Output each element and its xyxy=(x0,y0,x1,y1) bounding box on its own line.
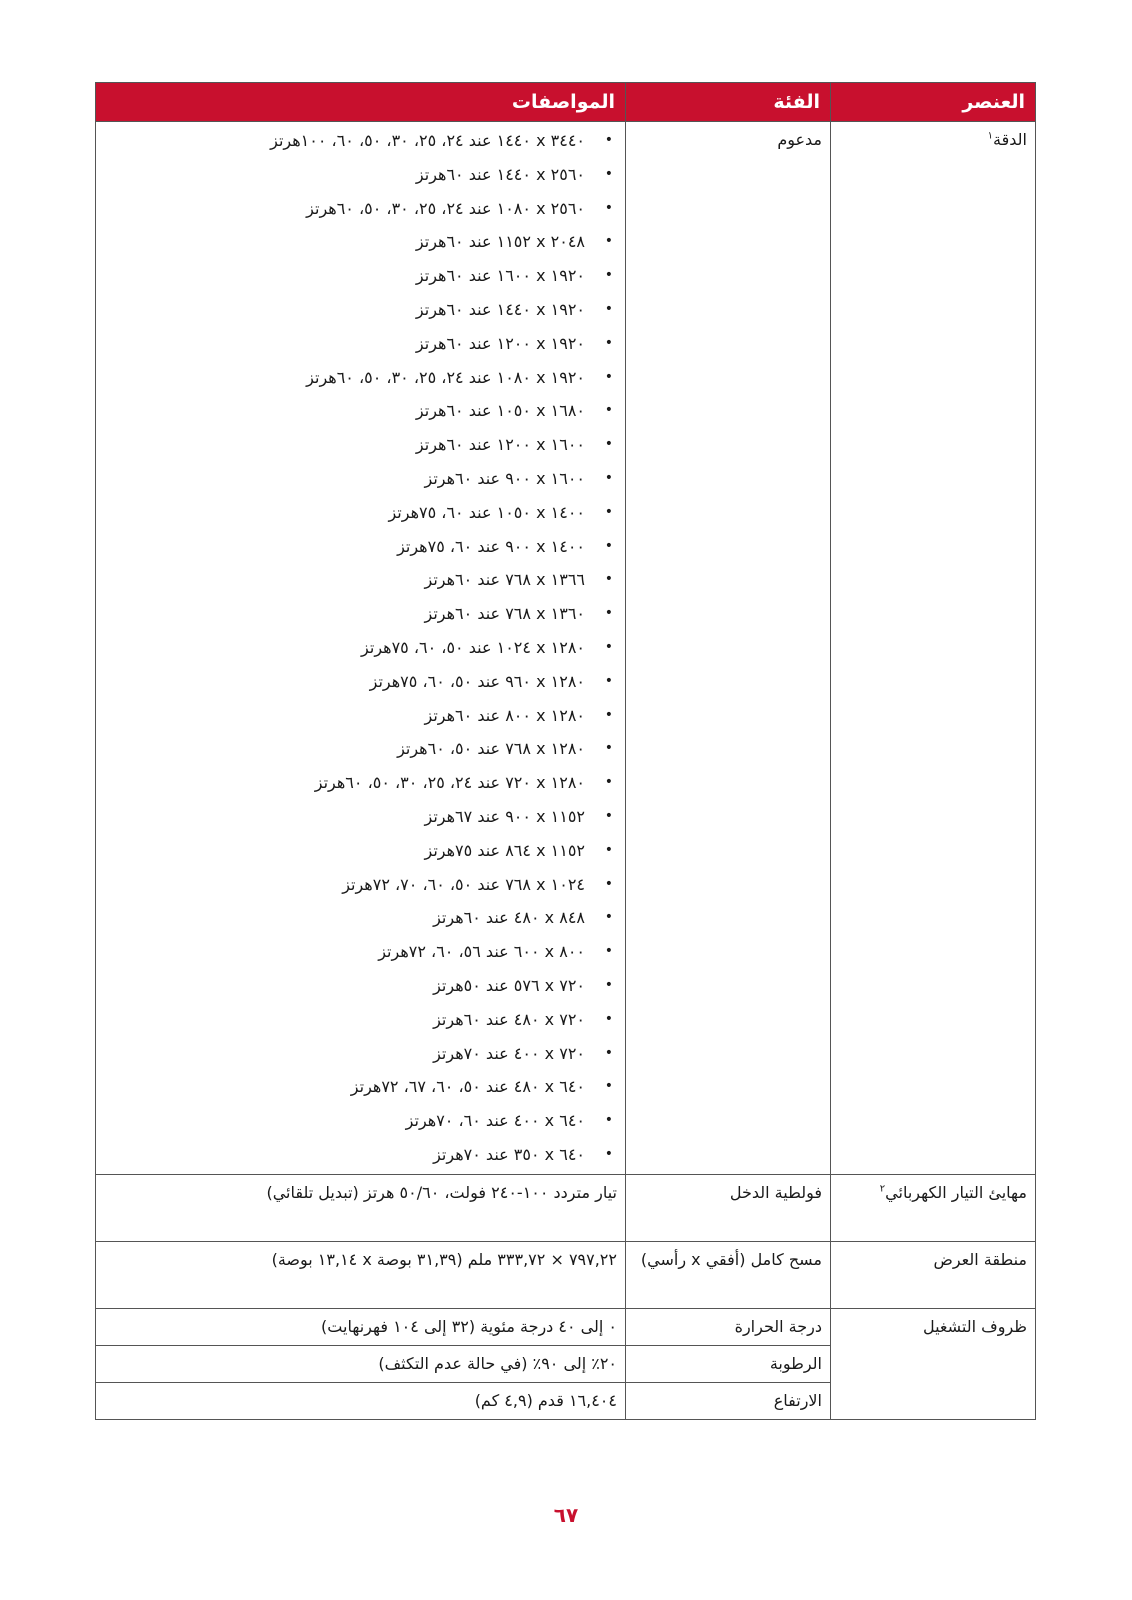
list-item: • ٨٤٨ x ٤٨٠ عند ٦٠هرتز xyxy=(100,901,617,935)
list-item: • ١٩٢٠ x ١٠٨٠ عند ٢٤، ٢٥، ٣٠، ٥٠، ٦٠هرتز xyxy=(100,361,617,395)
list-item: • ١٤٠٠ x ٩٠٠ عند ٦٠، ٧٥هرتز xyxy=(100,530,617,564)
list-item: • ١٣٦٦ x ٧٦٨ عند ٦٠هرتز xyxy=(100,563,617,597)
list-item: • ٢٠٤٨ x ١١٥٢ عند ٦٠هرتز xyxy=(100,225,617,259)
table-header-row xyxy=(96,83,1036,122)
list-item: • ١٢٨٠ x ١٠٢٤ عند ٥٠، ٦٠، ٧٥هرتز xyxy=(100,631,617,665)
list-item: • ٦٤٠ x ٤٠٠ عند ٦٠، ٧٠هرتز xyxy=(100,1104,617,1138)
category-altitude: الارتفاع xyxy=(626,1382,831,1419)
list-item: • ٣٤٤٠ x ١٤٤٠ عند ٢٤، ٢٥، ٣٠، ٥٠، ٦٠، ١٠٠هرتز xyxy=(100,124,617,158)
list-item: • ١٩٢٠ x ١٢٠٠ عند ٦٠هرتز xyxy=(100,327,617,361)
list-item: • ٦٤٠ x ٤٨٠ عند ٥٠، ٦٠، ٦٧، ٧٢هرتز xyxy=(100,1070,617,1104)
item-power: مهايئ التيار الكهربائي$^٢$ xyxy=(831,1174,1036,1241)
list-item: • ١٣٦٠ x ٧٦٨ عند ٦٠هرتز xyxy=(100,597,617,631)
list-item: • ٧٢٠ x ٤٨٠ عند ٦٠هرتز xyxy=(100,1003,617,1037)
table-row-display-area xyxy=(96,1241,1036,1308)
list-item: • ١٩٢٠ x ١٦٠٠ عند ٦٠هرتز xyxy=(100,259,617,293)
category-humidity: الرطوبة xyxy=(626,1345,831,1382)
list-item: • ٦٤٠ x ٣٥٠ عند ٧٠هرتز xyxy=(100,1138,617,1172)
category-full-scan: مسح كامل (أفقي x رأسي) xyxy=(626,1241,831,1308)
list-item: • ١٩٢٠ x ١٤٤٠ عند ٦٠هرتز xyxy=(100,293,617,327)
item-display-area: منطقة العرض xyxy=(831,1241,1036,1308)
list-item: • ٢٥٦٠ x ١٤٤٠ عند ٦٠هرتز xyxy=(100,158,617,192)
list-item: • ١١٥٢ x ٨٦٤ عند ٧٥هرتز xyxy=(100,834,617,868)
list-item: • ١١٥٢ x ٩٠٠ عند ٦٧هرتز xyxy=(100,800,617,834)
list-item: • ١٦٠٠ x ١٢٠٠ عند ٦٠هرتز xyxy=(100,428,617,462)
table-row-temperature xyxy=(96,1308,1036,1345)
list-item: • ١٦٠٠ x ٩٠٠ عند ٦٠هرتز xyxy=(100,462,617,496)
list-item: • ١٢٨٠ x ٩٦٠ عند ٥٠، ٦٠، ٧٥هرتز xyxy=(100,665,617,699)
footnote-2: ٢ xyxy=(879,1183,886,1195)
category-input-voltage: فولطية الدخل xyxy=(626,1174,831,1241)
spec-temperature: ٠ إلى ٤٠ درجة مئوية (٣٢ إلى ١٠٤ فهرنهايت) xyxy=(96,1308,626,1345)
header-item: العنصر xyxy=(831,83,1036,122)
list-item: • ١٢٨٠ x ٧٦٨ عند ٥٠، ٦٠هرتز xyxy=(100,732,617,766)
list-item: • ٧٢٠ x ٥٧٦ عند ٥٠هرتز xyxy=(100,969,617,1003)
list-item: • ١٤٠٠ x ١٠٥٠ عند ٦٠، ٧٥هرتز xyxy=(100,496,617,530)
item-resolution: الدقة$^١$ xyxy=(831,122,1036,1175)
list-item: • ٢٥٦٠ x ١٠٨٠ عند ٢٤، ٢٥، ٣٠، ٥٠، ٦٠هرتز xyxy=(100,192,617,226)
spec-input-voltage: تيار متردد ١٠٠-٢٤٠ فولت، ٥٠/٦٠ هرتز (تبديل تلقائي) xyxy=(96,1174,626,1241)
list-item: • ٨٠٠ x ٦٠٠ عند ٥٦، ٦٠، ٧٢هرتز xyxy=(100,935,617,969)
category-temperature: درجة الحرارة xyxy=(626,1308,831,1345)
item-operating-conditions: ظروف التشغيل xyxy=(831,1308,1036,1419)
category-supported: مدعوم xyxy=(626,122,831,1175)
list-item: • ١٢٨٠ x ٧٢٠ عند ٢٤، ٢٥، ٣٠، ٥٠، ٦٠هرتز xyxy=(100,766,617,800)
header-specs: المواصفات xyxy=(96,83,626,122)
spec-table xyxy=(95,82,1036,1420)
page-number: ٦٧ xyxy=(553,1503,579,1527)
table-row-resolution xyxy=(96,122,1036,1175)
footnote-1: ١ xyxy=(987,130,994,142)
list-item: • ١٠٢٤ x ٧٦٨ عند ٥٠، ٦٠، ٧٠، ٧٢هرتز xyxy=(100,868,617,902)
list-item: • ١٢٨٠ x ٨٠٠ عند ٦٠هرتز xyxy=(100,699,617,733)
spec-humidity: ٢٠٪ إلى ٩٠٪ (في حالة عدم التكثف) xyxy=(96,1345,626,1382)
header-category: الفئة xyxy=(626,83,831,122)
resolution-list xyxy=(100,124,617,1172)
list-item: • ١٦٨٠ x ١٠٥٠ عند ٦٠هرتز xyxy=(100,394,617,428)
list-item: • ٧٢٠ x ٤٠٠ عند ٧٠هرتز xyxy=(100,1037,617,1071)
spec-altitude: ١٦,٤٠٤ قدم (٤,٩ كم) xyxy=(96,1382,626,1419)
table-row-power xyxy=(96,1174,1036,1241)
spec-display-area: ٧٩٧,٢٢ × ٣٣٣,٧٢ ملم (٣١,٣٩ بوصة x ١٣,١٤ بوصة) xyxy=(96,1241,626,1308)
resolution-list-cell xyxy=(96,122,626,1175)
